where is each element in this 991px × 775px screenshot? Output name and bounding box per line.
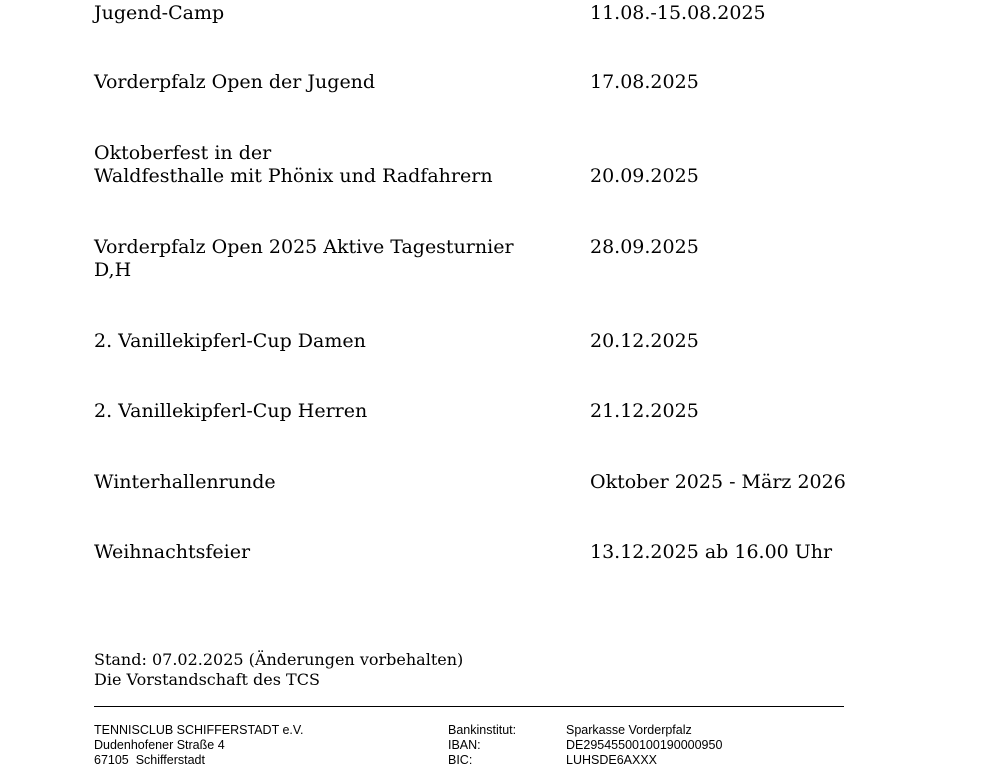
club-name: TENNISCLUB SCHIFFERSTADT e.V. — [94, 723, 304, 737]
status-date-line: Stand: 07.02.2025 (Änderungen vorbehalten) — [94, 650, 464, 669]
footer-divider — [94, 706, 844, 707]
iban-value: DE29545500100190000950 — [566, 738, 723, 752]
event-date: 20.09.2025 — [590, 165, 699, 187]
bank-value: Sparkasse Vorderpfalz — [566, 723, 692, 737]
bic-value: LUHSDE6AXXX — [566, 753, 658, 767]
event-name-line1: Vorderpfalz Open 2025 Aktive Tagesturnier — [94, 236, 514, 258]
event-name-line2: D,H — [94, 259, 132, 281]
event-date: 20.12.2025 — [590, 330, 699, 352]
event-date: 11.08.-15.08.2025 — [590, 2, 766, 24]
event-name-line2: Waldfesthalle mit Phönix und Radfahrern — [94, 165, 493, 187]
event-name: Vorderpfalz Open der Jugend — [94, 71, 376, 93]
event-date: 17.08.2025 — [590, 71, 699, 93]
signature-line: Die Vorstandschaft des TCS — [94, 670, 320, 689]
iban-label: IBAN: — [448, 738, 481, 752]
event-date: 28.09.2025 — [590, 236, 699, 258]
bank-label: Bankinstitut: — [448, 723, 517, 737]
event-name: Weihnachtsfeier — [94, 541, 251, 563]
event-name: 2. Vanillekipferl-Cup Herren — [94, 400, 368, 422]
club-street: Dudenhofener Straße 4 — [94, 738, 225, 752]
event-name: Jugend-Camp — [94, 2, 225, 24]
event-date: Oktober 2025 - März 2026 — [590, 471, 846, 493]
event-name: 2. Vanillekipferl-Cup Damen — [94, 330, 366, 352]
event-name-line1: Oktoberfest in der — [94, 142, 272, 164]
event-date: 13.12.2025 ab 16.00 Uhr — [590, 541, 833, 563]
event-name: Winterhallenrunde — [94, 471, 276, 493]
event-date: 21.12.2025 — [590, 400, 699, 422]
club-city: 67105 Schifferstadt — [94, 753, 205, 767]
bic-label: BIC: — [448, 753, 473, 767]
